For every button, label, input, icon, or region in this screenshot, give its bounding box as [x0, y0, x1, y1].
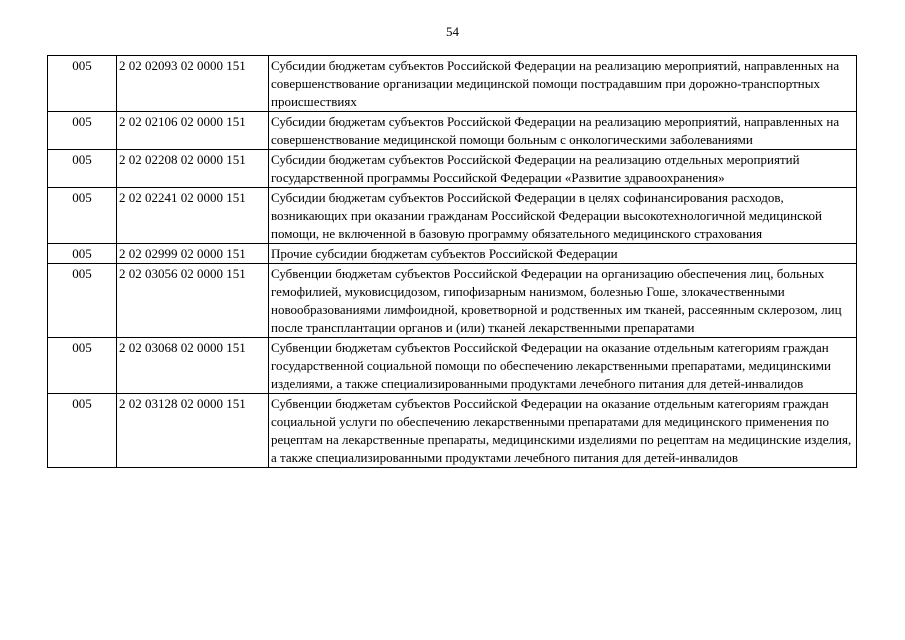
income-name-cell: Прочие субсидии бюджетам субъектов Российской Федерации	[269, 244, 857, 264]
budget-code-cell: 2 02 03056 02 0000 151	[117, 264, 269, 338]
admin-code-cell: 005	[48, 264, 117, 338]
budget-code-cell: 2 02 03068 02 0000 151	[117, 338, 269, 394]
income-name-cell: Субсидии бюджетам субъектов Российской Федерации на реализацию отдельных мероприятий государственной программы Российской Федерации «Развитие здравоохранения»	[269, 150, 857, 188]
table-row	[48, 150, 857, 188]
income-name-cell: Субвенции бюджетам субъектов Российской Федерации на оказание отдельным категориям граждан государственной социальной помощи по обеспечению лекарственными препаратами, медицинскими изделиями, а также специализированными продуктами лечебного питания для детей-инвалидов	[269, 338, 857, 394]
budget-code-cell: 2 02 02106 02 0000 151	[117, 112, 269, 150]
budget-code-cell: 2 02 02208 02 0000 151	[117, 150, 269, 188]
budget-code-cell: 2 02 02241 02 0000 151	[117, 188, 269, 244]
admin-code-cell: 005	[48, 188, 117, 244]
admin-code-cell: 005	[48, 150, 117, 188]
table-row	[48, 264, 857, 338]
admin-code-cell: 005	[48, 394, 117, 468]
table-row	[48, 244, 857, 264]
income-name-cell: Субсидии бюджетам субъектов Российской Федерации на реализацию мероприятий, направленных на совершенствование организации медицинской помощи пострадавшим при дорожно-транспортных происшествиях	[269, 56, 857, 112]
table-row	[48, 394, 857, 468]
budget-code-cell: 2 02 02093 02 0000 151	[117, 56, 269, 112]
admin-code-cell: 005	[48, 56, 117, 112]
income-name-cell: Субсидии бюджетам субъектов Российской Федерации на реализацию мероприятий, направленных на совершенствование медицинской помощи больным с онкологическими заболеваниями	[269, 112, 857, 150]
budget-code-cell: 2 02 02999 02 0000 151	[117, 244, 269, 264]
income-name-cell: Субсидии бюджетам субъектов Российской Федерации в целях софинансирования расходов, возникающих при оказании гражданам Российской Федерации высокотехнологичной медицинской помощи, не включенной в базовую программу обязательного медицинского страхования	[269, 188, 857, 244]
budget-code-cell: 2 02 03128 02 0000 151	[117, 394, 269, 468]
table-row	[48, 112, 857, 150]
table-row	[48, 188, 857, 244]
admin-code-cell: 005	[48, 244, 117, 264]
admin-code-cell: 005	[48, 338, 117, 394]
table-row	[48, 338, 857, 394]
table-row	[48, 56, 857, 112]
admin-code-cell: 005	[48, 112, 117, 150]
income-name-cell: Субвенции бюджетам субъектов Российской Федерации на оказание отдельным категориям граждан социальной услуги по обеспечению лекарственными препаратами для медицинского применения по рецептам на лекарственные препараты, медицинскими изделиями по рецептам на медицинские изделия, а также специализированными продуктами лечебного питания для детей-инвалидов	[269, 394, 857, 468]
page-number: 54	[446, 24, 459, 39]
income-name-cell: Субвенции бюджетам субъектов Российской Федерации на организацию обеспечения лиц, больных гемофилией, муковисцидозом, гипофизарным нанизмом, болезнью Гоше, злокачественными новообразованиями лимфоидной, кроветворной и родственных им тканей, рассеянным склерозом, лиц после трансплантации органов и (или) тканей лекарственными препаратами	[269, 264, 857, 338]
budget-codes-table	[47, 55, 857, 468]
